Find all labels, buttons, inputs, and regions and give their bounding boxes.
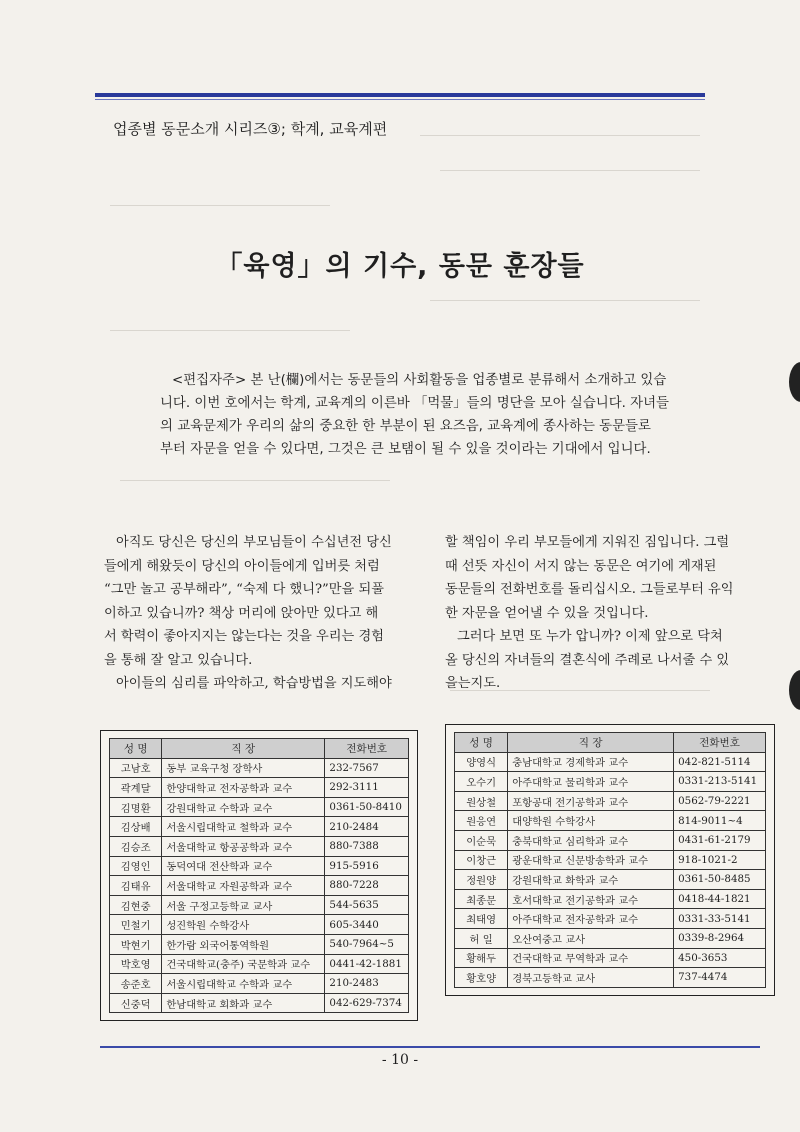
cell-workplace: 한양대학교 전자공학과 교수 (162, 778, 325, 798)
cell-phone: 540-7964~5 (325, 934, 409, 954)
cell-phone: 814-9011~4 (674, 811, 766, 831)
cell-workplace: 강원대학교 수학과 교수 (162, 797, 325, 817)
cell-workplace: 성진학원 수학강사 (162, 915, 325, 935)
cell-phone: 450-3653 (674, 948, 766, 968)
cell-phone: 0431-61-2179 (674, 830, 766, 850)
cell-workplace: 호서대학교 전기공학과 교수 (508, 889, 674, 909)
cell-workplace: 포항공대 전기공학과 교수 (508, 791, 674, 811)
binder-hole (789, 362, 800, 402)
table-row (110, 876, 409, 896)
cell-workplace: 한남대학교 회화과 교수 (162, 993, 325, 1013)
body-text-line: 한 자문을 얻어낼 수 있을 것입니다. (445, 605, 649, 621)
cell-phone: 0361-50-8410 (325, 797, 409, 817)
table-row (455, 909, 766, 929)
cell-workplace: 아주대학교 전자공학과 교수 (508, 909, 674, 929)
cell-phone: 0418-44-1821 (674, 889, 766, 909)
cell-phone: 918-1021-2 (674, 850, 766, 870)
bleed-through-line (120, 480, 390, 481)
table-row (110, 993, 409, 1013)
cell-name: 김상배 (110, 817, 162, 837)
cell-phone: 042-821-5114 (674, 752, 766, 772)
editor-note-line: 니다. 이번 호에서는 학계, 교육계의 이른바 「먹물」들의 명단을 모아 실습니다. 자녀들 (160, 396, 669, 411)
header-workplace: 직 장 (508, 733, 674, 753)
cell-name: 박현기 (110, 934, 162, 954)
cell-workplace: 서울시립대학교 수학과 교수 (162, 974, 325, 994)
cell-name: 김승조 (110, 836, 162, 856)
cell-phone: 0361-50-8485 (674, 870, 766, 890)
table-row (455, 811, 766, 831)
series-title: 업종별 동문소개 시리즈③; 학계, 교육계편 (113, 120, 388, 138)
editor-note (160, 369, 680, 461)
cell-workplace: 경북고등학교 교사 (508, 968, 674, 988)
body-text-line: 들에게 해왔듯이 당신의 아이들에게 입버릇 처럼 (104, 558, 380, 574)
body-text-line: 을는지도. (445, 676, 501, 691)
cell-workplace: 동덕여대 전산학과 교수 (162, 856, 325, 876)
cell-phone: 737-4474 (674, 968, 766, 988)
cell-workplace: 오산여중고 교사 (508, 928, 674, 948)
table-header-row (455, 733, 766, 753)
table-row (110, 954, 409, 974)
cell-phone: 0331-33-5141 (674, 909, 766, 929)
cell-phone: 0339-8-2964 (674, 928, 766, 948)
table-row (110, 895, 409, 915)
editor-note-line: 의 교육문제가 우리의 삶의 중요한 한 부분이 된 요즈음, 교육계에 종사하는 동문들로 (160, 419, 651, 434)
cell-workplace: 서울대학교 항공공학과 교수 (162, 836, 325, 856)
cell-name: 허 일 (455, 928, 508, 948)
body-text-line: 이하고 있습니까? 책상 머리에 앉아만 있다고 해 (104, 605, 379, 621)
cell-workplace: 건국대학교 무역학과 교수 (508, 948, 674, 968)
cell-workplace: 대양학원 수학강사 (508, 811, 674, 831)
header-phone: 전화번호 (674, 733, 766, 753)
cell-phone: 0331-213-5141 (674, 772, 766, 792)
table-row (455, 928, 766, 948)
cell-name: 이창근 (455, 850, 508, 870)
body-text-line: 동문들의 전화번호를 돌리십시오. 그들로부터 유익 (445, 582, 734, 597)
cell-name: 김명환 (110, 797, 162, 817)
editor-note-line: <편집자주> 본 난(欄)에서는 동문들의 사회활동을 업종별로 분류해서 소개하고 있습 (172, 373, 667, 388)
bleed-through-line (110, 330, 350, 331)
table-row (455, 850, 766, 870)
table-row (455, 889, 766, 909)
cell-phone: 0441-42-1881 (325, 954, 409, 974)
cell-phone: 915-5916 (325, 856, 409, 876)
alumni-table-left (100, 730, 418, 1021)
bleed-through-line (110, 205, 330, 206)
cell-phone: 210-2483 (325, 974, 409, 994)
cell-name: 최태영 (455, 909, 508, 929)
cell-phone: 210-2484 (325, 817, 409, 837)
bleed-through-line (440, 170, 700, 171)
cell-name: 고남호 (110, 758, 162, 778)
cell-name: 오수기 (455, 772, 508, 792)
cell-workplace: 광운대학교 신문방송학과 교수 (508, 850, 674, 870)
cell-phone: 880-7228 (325, 876, 409, 896)
header-name: 성 명 (455, 733, 508, 753)
cell-name: 곽계달 (110, 778, 162, 798)
table-row (110, 778, 409, 798)
top-rule (95, 93, 705, 97)
header-name: 성 명 (110, 739, 162, 759)
body-text-line: 때 선뜻 자신이 서지 않는 동문은 여기에 게재된 (445, 558, 717, 574)
cell-name: 박호영 (110, 954, 162, 974)
top-rule-thin (95, 99, 705, 100)
cell-workplace: 한가람 외국어통역학원 (162, 934, 325, 954)
body-text-line: “그만 놀고 공부해라”, “숙제 다 했니?”만을 되풀 (104, 582, 384, 597)
cell-phone: 042-629-7374 (325, 993, 409, 1013)
bleed-through-line (420, 135, 700, 136)
cell-workplace: 서울시립대학교 철학과 교수 (162, 817, 325, 837)
cell-phone: 0562-79-2221 (674, 791, 766, 811)
headline: 「육영」의 기수, 동문 훈장들 (215, 251, 585, 282)
cell-name: 신중덕 (110, 993, 162, 1013)
header-phone: 전화번호 (325, 739, 409, 759)
page-number: - 10 - (381, 1052, 419, 1068)
cell-workplace: 충남대학교 경제학과 교수 (508, 752, 674, 772)
table-row (110, 915, 409, 935)
table-row (455, 752, 766, 772)
cell-name: 최종문 (455, 889, 508, 909)
body-column-left (104, 531, 424, 696)
cell-name: 양영식 (455, 752, 508, 772)
table-row (110, 817, 409, 837)
cell-workplace: 서울 구정고등학교 교사 (162, 895, 325, 915)
table-row (455, 772, 766, 792)
table-row (455, 968, 766, 988)
cell-workplace: 서울대학교 자원공학과 교수 (162, 876, 325, 896)
body-text-line: 그러다 보면 또 누가 압니까? 이제 앞으로 닥쳐 (457, 629, 723, 644)
bottom-rule (100, 1046, 760, 1048)
cell-phone: 232-7567 (325, 758, 409, 778)
editor-note-line: 부터 자문을 얻을 수 있다면, 그것은 큰 보탬이 될 수 있을 것이라는 기대에서 입니다. (160, 442, 651, 457)
table-header-row (110, 739, 409, 759)
table-row (110, 934, 409, 954)
cell-name: 송준호 (110, 974, 162, 994)
bleed-through-line (430, 300, 700, 301)
table-row (455, 791, 766, 811)
table-row (110, 758, 409, 778)
cell-name: 김영인 (110, 856, 162, 876)
table-row (110, 836, 409, 856)
body-text-line: 을 통해 잘 알고 있습니다. (104, 652, 253, 668)
body-text-line: 서 학력이 좋아지지는 않는다는 것을 우리는 경험 (104, 629, 384, 644)
cell-name: 원응연 (455, 811, 508, 831)
cell-name: 김태유 (110, 876, 162, 896)
body-text-line: 아직도 당신은 당신의 부모님들이 수십년전 당신 (116, 535, 392, 550)
body-text-line: 할 책임이 우리 부모들에게 지워진 짐입니다. 그럴 (445, 535, 730, 550)
cell-phone: 605-3440 (325, 915, 409, 935)
body-text-line: 올 당신의 자녀들의 결혼식에 주례로 나서줄 수 있 (445, 652, 730, 668)
cell-phone: 880-7388 (325, 836, 409, 856)
cell-name: 황해두 (455, 948, 508, 968)
cell-name: 황호양 (455, 968, 508, 988)
body-column-right (445, 531, 775, 696)
cell-workplace: 강원대학교 화학과 교수 (508, 870, 674, 890)
binder-hole (789, 670, 800, 710)
cell-phone: 544-5635 (325, 895, 409, 915)
table-row (110, 974, 409, 994)
table-row (110, 797, 409, 817)
cell-name: 이순묵 (455, 830, 508, 850)
table-row (455, 948, 766, 968)
header-workplace: 직 장 (162, 739, 325, 759)
cell-name: 민철기 (110, 915, 162, 935)
cell-name: 김현중 (110, 895, 162, 915)
cell-workplace: 충북대학교 심리학과 교수 (508, 830, 674, 850)
cell-name: 정원양 (455, 870, 508, 890)
cell-workplace: 아주대학교 물리학과 교수 (508, 772, 674, 792)
table-row (455, 830, 766, 850)
cell-workplace: 건국대학교(충주) 국문학과 교수 (162, 954, 325, 974)
table-row (110, 856, 409, 876)
body-text-line: 아이들의 심리를 파악하고, 학습방법을 지도해야 (116, 676, 392, 691)
table-row (455, 870, 766, 890)
alumni-table-right (445, 724, 775, 996)
cell-workplace: 동부 교육구청 장학사 (162, 758, 325, 778)
cell-phone: 292-3111 (325, 778, 409, 798)
cell-name: 원상철 (455, 791, 508, 811)
